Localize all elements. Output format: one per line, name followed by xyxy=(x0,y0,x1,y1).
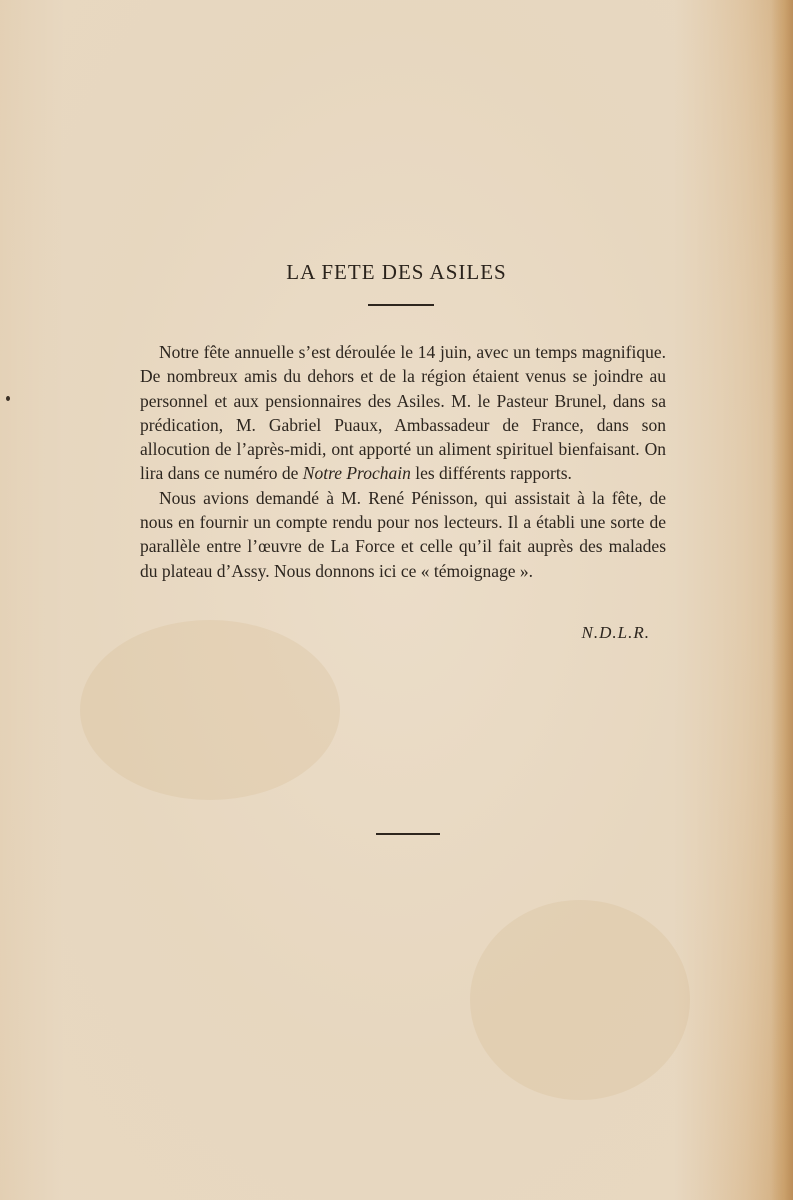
ink-mark xyxy=(6,396,10,401)
editor-signature: N.D.L.R. xyxy=(581,623,650,642)
page-edge-shadow xyxy=(771,0,793,1200)
paragraph-1-text: Notre fête annuelle s’est déroulée le 14 juin, avec un temps magnifique. De nombreux amis du dehors et de la région étaient venus se joindre au personnel et aux pensionnaires des Asiles. M. le Pasteur Brunel, dans sa prédication, M. Gabriel Puaux, Ambassadeur de France, dans son allocution de l’après-midi, ont apporté un aliment spirituel bienfaisant. On lira dans ce numéro de xyxy=(140,342,666,484)
article-body xyxy=(140,340,666,583)
paragraph-2: Nous avions demandé à M. René Pénisson, qui assistait à la fête, de nous en fournir un compte rendu pour nos lecteurs. Il a établi une sorte de parallèle entre l’œuvre de La Force et celle qu’il fait auprès des malades du plateau d’Assy. Nous donnons ici ce « témoignage ». xyxy=(140,487,666,581)
paragraph-1 xyxy=(140,340,666,486)
publication-title: Notre Prochain xyxy=(302,463,411,484)
paper-stain xyxy=(80,620,340,800)
title-rule xyxy=(368,304,434,306)
paper-stain xyxy=(470,900,690,1100)
paragraph-1-end: les différents rapports. xyxy=(410,463,572,484)
page-title: LA FETE DES ASILES xyxy=(286,260,507,284)
section-end-rule xyxy=(376,833,440,835)
